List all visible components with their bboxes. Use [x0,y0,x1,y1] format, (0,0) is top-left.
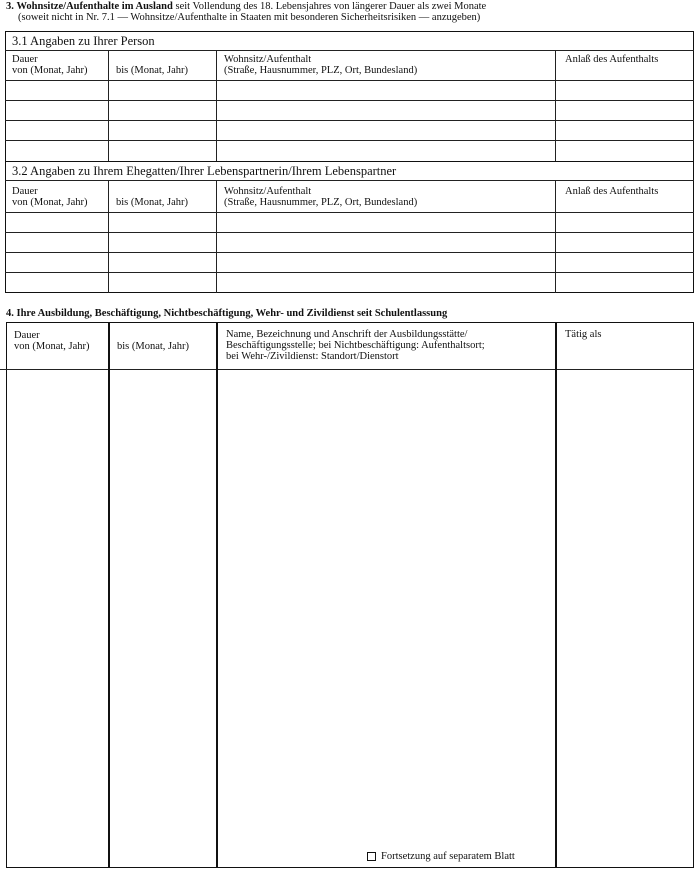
table-3-2-col-bis: bis (Monat, Jahr) [116,197,189,208]
table-4-cell-von[interactable] [8,371,107,866]
table-4-cell-bis[interactable] [111,371,215,866]
table-4-cell-taetig[interactable] [558,371,693,866]
table-4-col-taetig: Tätig als [565,329,602,340]
table-3-1-cell-wohnsitz[interactable] [217,81,554,99]
continuation-checkbox[interactable] [367,852,376,861]
table-3-2-cell-bis[interactable] [109,213,215,231]
table-3-2-cell-anlass[interactable] [556,213,693,231]
table-3-2-col-dauer: Dauer [12,186,38,197]
table-4-col-bis: bis (Monat, Jahr) [117,341,190,352]
table-4-col-name-line3: bei Wehr-/Zivildienst: Standort/Dienstort [226,351,399,362]
section4-number: 4. [6,308,14,319]
table-3-2-title: 3.2 Angaben zu Ihrem Ehegatten/Ihrer Lebenspartnerin/Ihrem Lebenspartner [12,164,397,178]
table-4-col-von: von (Monat, Jahr) [14,341,90,352]
table-3-2-col-wohnsitz-sub: (Straße, Hausnummer, PLZ, Ort, Bundesland) [224,197,418,208]
table-3-2-cell-wohnsitz[interactable] [217,213,554,231]
table-3-1-col-dauer: Dauer [12,54,38,65]
table-4-cell-name[interactable] [219,371,554,841]
table-3-1-cell-von[interactable] [6,81,107,99]
section3-title-bold: Wohnsitze/Aufenthalte im Ausland [16,1,173,12]
table-4-col-name-line1: Name, Bezeichnung und Anschrift der Ausbildungsstätte/ [226,329,468,340]
section4-heading [6,308,447,319]
section3-title-line2: (soweit nicht in Nr. 7.1 — Wohnsitze/Aufenthalte in Staaten mit besonderen Sicherheitsrisiken — anzugeben) [18,12,481,23]
section3-title-rest: seit Vollendung des 18. Lebensjahres von längerer Dauer als zwei Monate [172,1,487,12]
section3-heading [6,1,486,12]
table-3-2-cell-von[interactable] [6,213,107,231]
table-3-1-col-wohnsitz: Wohnsitz/Aufenthalt [224,54,312,65]
table-3-1-col-von: von (Monat, Jahr) [12,65,88,76]
table-3-1-col-bis: bis (Monat, Jahr) [116,65,189,76]
table-3-2-col-wohnsitz: Wohnsitz/Aufenthalt [224,186,312,197]
table-3-2-col-von: von (Monat, Jahr) [12,197,88,208]
table-3-1-cell-bis[interactable] [109,81,215,99]
section3-number: 3. [6,1,14,12]
table-3-1-cell-anlass[interactable] [556,81,693,99]
continuation-label: Fortsetzung auf separatem Blatt [381,851,515,862]
table-3-2-col-anlass: Anlaß des Aufenthalts [565,186,659,197]
table-3-1-col-wohnsitz-sub: (Straße, Hausnummer, PLZ, Ort, Bundesland) [224,65,418,76]
table-3-1-col-anlass: Anlaß des Aufenthalts [565,54,659,65]
table-3-1-title: 3.1 Angaben zu Ihrer Person [12,34,155,48]
section4-title: Ihre Ausbildung, Beschäftigung, Nichtbeschäftigung, Wehr- und Zivildienst seit Schulentlassung [16,308,448,319]
table-4-col-name-line2: Beschäftigungsstelle; bei Nichtbeschäftigung: Aufenthaltsort; [226,340,485,351]
table-4-col-dauer: Dauer [14,330,40,341]
